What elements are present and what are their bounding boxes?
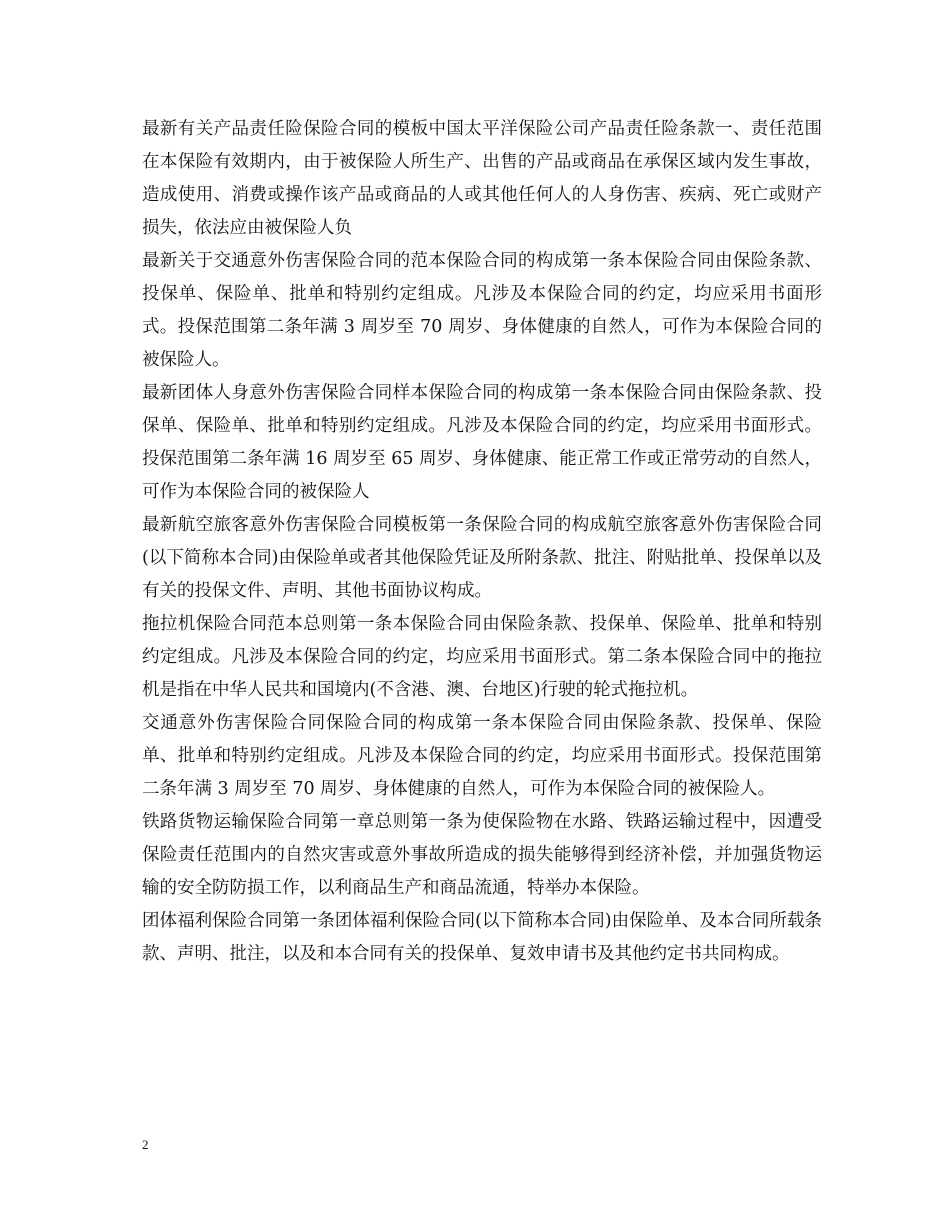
paragraph-traffic-accident: 交通意外伤害保险合同保险合同的构成第一条本保险合同由保险条款、投保单、保险单、批单和特别约定组成。凡涉及本保险合同的约定，均应采用书面形式。投保范围第二条年满 3 周岁至 70 周岁、身体健康的自然人，可作为本保险合同的被保险人。 [142,713,822,799]
paragraph-traffic-accident-template: 最新关于交通意外伤害保险合同的范本保险合同的构成第一条本保险合同由保险条款、投保单、保险单、批单和特别约定组成。凡涉及本保险合同的约定，均应采用书面形式。投保范围第二条年满 3 周岁至 70 周岁、身体健康的自然人，可作为本保险合同的被保险人。 [142,251,822,370]
paragraph-railway-cargo: 铁路货物运输保险合同第一章总则第一条为使保险物在水路、铁路运输过程中，因遭受保险责任范围内的自然灾害或意外事故所造成的损失能够得到经济补偿，并加强货物运输的安全防防损工作，以利商品生产和商品流通，特举办本保险。 [142,812,822,898]
paragraph-tractor: 拖拉机保险合同范本总则第一条本保险合同由保险条款、投保单、保险单、批单和特别约定组成。凡涉及本保险合同的约定，均应采用书面形式。第二条本保险合同中的拖拉机是指在中华人民共和国境内(不含港、澳、台地区)行驶的轮式拖拉机。 [142,614,822,700]
paragraph-air-passenger: 最新航空旅客意外伤害保险合同模板第一条保险合同的构成航空旅客意外伤害保险合同(以下简称本合同)由保险单或者其他保险凭证及所附条款、批注、附贴批单、投保单以及有关的投保文件、声明、其他书面协议构成。 [142,515,822,601]
document-body [142,113,822,971]
paragraph-group-accident: 最新团体人身意外伤害保险合同样本保险合同的构成第一条本保险合同由保险条款、投保单、保险单、批单和特别约定组成。凡涉及本保险合同的约定，均应采用书面形式。投保范围第二条年满 16 周岁至 65 周岁、身体健康、能正常工作或正常劳动的自然人，可作为本保险合同的被保险人 [142,383,822,502]
paragraph-product-liability: 最新有关产品责任险保险合同的模板中国太平洋保险公司产品责任险条款一、责任范围在本保险有效期内，由于被保险人所生产、出售的产品或商品在承保区域内发生事故，造成使用、消费或操作该产品或商品的人或其他任何人的人身伤害、疾病、死亡或财产损失，依法应由被保险人负 [142,119,822,238]
page-number: 2 [142,1137,149,1152]
paragraph-group-welfare: 团体福利保险合同第一条团体福利保险合同(以下简称本合同)由保险单、及本合同所载条款、声明、批注，以及和本合同有关的投保单、复效申请书及其他约定书共同构成。 [142,911,822,964]
